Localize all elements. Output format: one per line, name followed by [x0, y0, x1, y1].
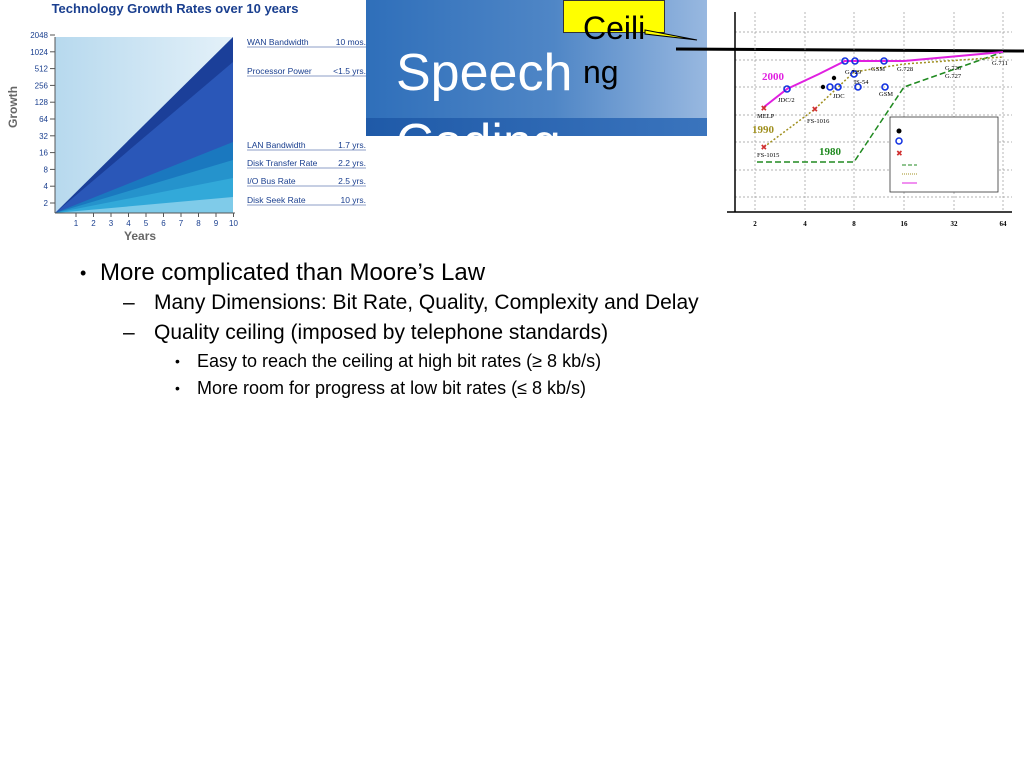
slide-title: Speech Coding [396, 44, 573, 172]
year-label-1990: 1990 [752, 124, 774, 136]
sub-sub-bullet-item: • More room for progress at low bit rates (≤ 8 kb/s) [175, 378, 587, 398]
year-label-1980: 1980 [819, 146, 841, 158]
growth-rate-name: Processor Power [247, 66, 312, 76]
coder-point-red: ✖ [760, 143, 768, 152]
growth-y-tick-label: 512 [34, 64, 48, 74]
growth-x-tick-label: 4 [126, 219, 131, 228]
speech-quality-chart [727, 12, 1017, 230]
growth-x-tick-label: 10 [229, 219, 238, 228]
speech-x-tick-label: 16 [900, 220, 908, 228]
coder-label: JDC/2 [778, 97, 795, 104]
sub-bullet-text: Many Dimensions: Bit Rate, Quality, Complexity and Delay [154, 291, 699, 314]
growth-x-axis-label: Years [124, 229, 157, 243]
growth-y-tick-label: 16 [39, 148, 48, 158]
coder-label: G.726 [945, 65, 962, 72]
growth-rate-name: LAN Bandwidth [247, 140, 306, 150]
growth-y-tick-label: 64 [39, 115, 48, 124]
growth-x-tick-label: 6 [161, 219, 166, 228]
growth-y-tick-label: 2048 [30, 31, 48, 40]
growth-rate-value: 2.5 yrs. [338, 176, 366, 186]
growth-rate-value: 1.7 yrs. [338, 140, 366, 150]
coder-point-red: ✖ [760, 104, 768, 113]
growth-rate-name: I/O Bus Rate [247, 176, 296, 186]
coder-label: FS-1015 [757, 152, 780, 159]
sub-bullet-item: – Many Dimensions: Bit Rate, Quality, Complexity and Delay [123, 291, 699, 314]
growth-x-tick-label: 5 [143, 219, 149, 228]
growth-rate-name: Disk Transfer Rate [247, 158, 318, 168]
growth-y-tick-label: 128 [34, 98, 48, 108]
bullet-item: • More complicated than Moore’s Law [80, 259, 486, 286]
speech-x-tick-label: 32 [950, 220, 958, 228]
growth-rate-value: 10 yrs. [340, 195, 366, 205]
coder-label: G.729 [845, 69, 862, 76]
growth-rate-name: WAN Bandwidth [247, 37, 309, 47]
coder-label: GSM [871, 66, 886, 73]
growth-y-axis-label: Growth [6, 86, 20, 128]
speech-x-tick-label: 2 [753, 220, 757, 228]
coder-label: G.728 [897, 66, 914, 73]
growth-x-tick-label: 3 [108, 219, 114, 228]
coder-label: MELP [757, 113, 775, 120]
sub-sub-bullet-text: Easy to reach the ceiling at high bit rates (≥ 8 kb/s) [197, 351, 602, 371]
coder-label: GSM [879, 91, 894, 98]
growth-x-tick-label: 9 [213, 219, 219, 228]
growth-rate-name: Disk Seek Rate [247, 195, 306, 205]
speech-x-tick-label: 64 [999, 220, 1007, 228]
speech-legend-box [890, 117, 998, 192]
growth-x-tick-label: 7 [178, 219, 184, 228]
coder-label: IS-54 [854, 79, 869, 86]
coder-label: G.727 [945, 73, 962, 80]
growth-x-tick-label: 1 [73, 219, 79, 228]
coder-label: FS-1016 [807, 118, 830, 125]
growth-y-tick-label: 4 [43, 182, 48, 192]
coder-point-black [832, 76, 836, 80]
year-label-2000: 2000 [762, 71, 784, 83]
growth-y-tick-label: 1024 [30, 47, 48, 57]
growth-rate-value: 10 mos. [335, 37, 366, 47]
coder-point-black [821, 85, 825, 89]
sub-bullet-text: Quality ceiling (imposed by telephone standards) [154, 321, 609, 344]
speech-x-tick-label: 8 [852, 220, 856, 228]
growth-rate-value: 2.2 yrs. [338, 158, 366, 168]
growth-rate-value: <1.5 yrs. [333, 66, 366, 76]
growth-y-tick-label: 2 [43, 199, 48, 208]
legend-cross-red: ✖ [896, 149, 903, 158]
bullet-text: More complicated than Moore’s Law [100, 259, 486, 286]
sub-sub-bullet-item: • Easy to reach the ceiling at high bit rates (≥ 8 kb/s) [175, 351, 602, 371]
growth-chart-title: Technology Growth Rates over 10 years [51, 1, 299, 16]
growth-y-tick-label: 32 [39, 131, 48, 141]
growth-x-tick-label: 2 [91, 219, 96, 228]
coder-label: JDC [833, 93, 845, 100]
sub-sub-bullet-text: More room for progress at low bit rates (≤ 8 kb/s) [197, 378, 587, 398]
speech-x-tick-label: 4 [803, 220, 807, 228]
sub-bullet-item: – Quality ceiling (imposed by telephone standards) [123, 321, 609, 344]
bullet-list [80, 258, 980, 402]
coder-point-red: ✖ [811, 105, 819, 114]
legend-dot-black [897, 129, 902, 134]
growth-x-tick-label: 8 [196, 219, 201, 228]
growth-y-tick-label: 8 [43, 165, 48, 175]
coder-label: G.711 [992, 60, 1008, 67]
growth-y-tick-label: 256 [34, 81, 48, 91]
ceiling-callout-text: Ceiling [583, 10, 646, 90]
